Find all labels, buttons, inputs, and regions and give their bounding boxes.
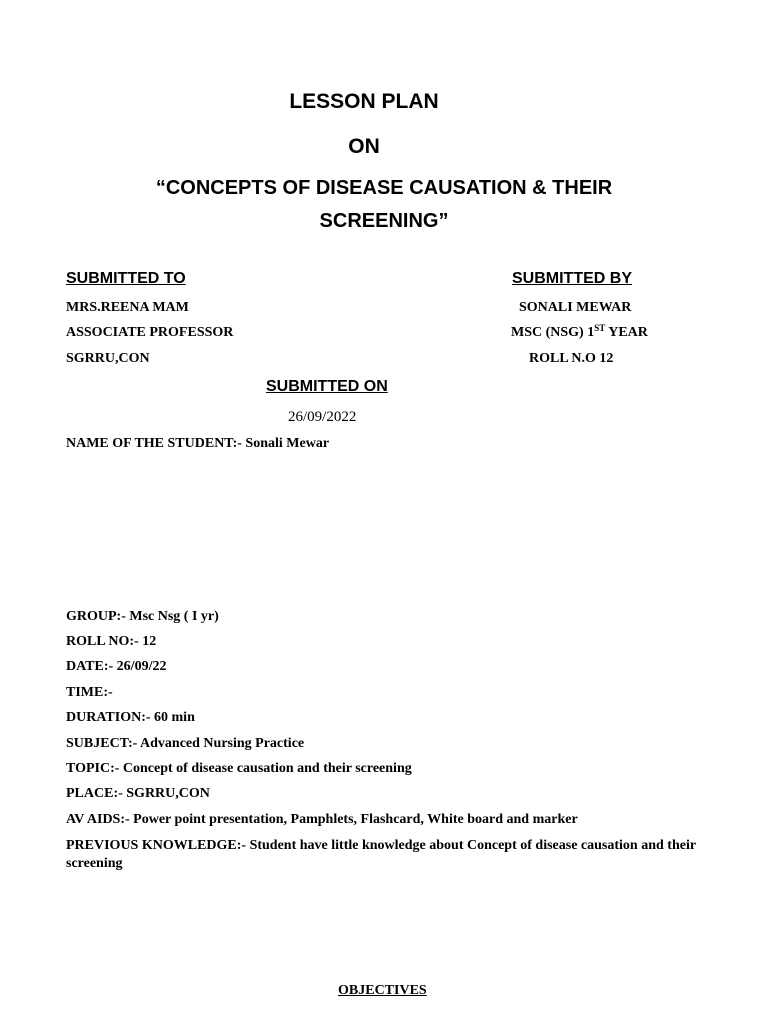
title-on: ON xyxy=(348,135,380,158)
date-field: DATE:- 26/09/22 xyxy=(66,659,167,674)
group-field: GROUP:- Msc Nsg ( I yr) xyxy=(66,609,219,624)
topic-title-line1: “CONCEPTS OF DISEASE CAUSATION & THEIR xyxy=(155,177,613,199)
topic-title-line2: SCREENING” xyxy=(319,210,449,232)
submitted-on-date: 26/09/2022 xyxy=(288,409,357,425)
submitted-to-designation: ASSOCIATE PROFESSOR xyxy=(66,325,234,340)
submitted-on-heading: SUBMITTED ON xyxy=(266,378,388,395)
student-name-field: NAME OF THE STUDENT:- Sonali Mewar xyxy=(66,436,330,451)
submitted-to-institution: SGRRU,CON xyxy=(66,351,150,366)
submitted-by-heading: SUBMITTED BY xyxy=(512,270,632,287)
submitted-by-course-suffix: YEAR xyxy=(605,325,648,340)
submitted-by-course-sup: ST xyxy=(594,323,606,333)
previous-knowledge-field: PREVIOUS KNOWLEDGE:- Student have little knowledge about Concept of disease causation and their screening xyxy=(66,838,696,871)
submitted-to-name: MRS.REENA MAM xyxy=(66,300,189,315)
submitted-to-heading: SUBMITTED TO xyxy=(66,270,186,287)
av-aids-field: AV AIDS:- Power point presentation, Pamphlets, Flashcard, White board and marker xyxy=(66,812,578,827)
topic-field: TOPIC:- Concept of disease causation and their screening xyxy=(66,761,412,776)
subject-field: SUBJECT:- Advanced Nursing Practice xyxy=(66,736,305,751)
title-lesson-plan: LESSON PLAN xyxy=(289,90,439,113)
roll-no-field: ROLL NO:- 12 xyxy=(66,634,157,649)
submitted-by-course-prefix: MSC (NSG) 1 xyxy=(511,325,595,340)
time-field: TIME:- xyxy=(66,685,113,700)
duration-field: DURATION:- 60 min xyxy=(66,710,195,725)
place-field: PLACE:- SGRRU,CON xyxy=(66,786,210,801)
submitted-by-name: SONALI MEWAR xyxy=(519,300,632,315)
submitted-by-roll: ROLL N.O 12 xyxy=(529,351,614,366)
objectives-heading: OBJECTIVES xyxy=(338,983,427,998)
submitted-by-course xyxy=(511,325,648,341)
